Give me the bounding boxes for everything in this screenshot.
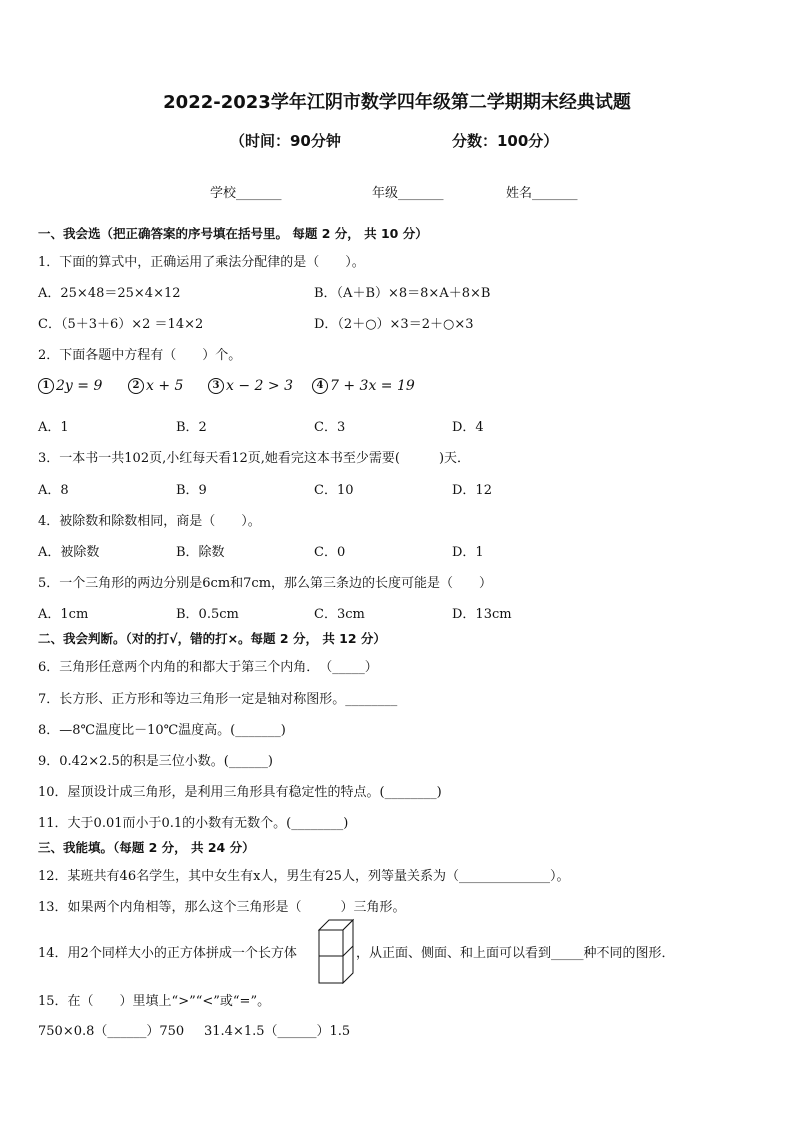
circled-number: 4 (312, 378, 328, 394)
question-15-stem: 15．在（ ）里填上“>”“<”或“=”。 (38, 994, 271, 1009)
question-5-option-d[interactable]: D．13cm (452, 607, 512, 622)
question-1-stem: 1．下面的算式中，正确运用了乘法分配律的是（ ）。 (38, 255, 365, 270)
question-1-option-c[interactable]: C．（5＋3＋6）×2 ＝14×2 (38, 317, 204, 332)
question-4-option-a[interactable]: A．被除数 (38, 545, 100, 560)
page-title: 2022-2023学年江阴市数学四年级第二学期期末经典试题 (163, 92, 631, 113)
circled-number: 1 (38, 378, 54, 394)
question-5-option-c[interactable]: C．3cm (314, 607, 365, 622)
question-2-stem: 2．下面各题中方程有（ ）个。 (38, 348, 242, 363)
exam-time: （时间：90分钟 (230, 132, 341, 150)
question-4-stem: 4．被除数和除数相同，商是（ ）。 (38, 514, 261, 529)
question-15-expr-1[interactable]: 750×0.8（______）750 (38, 1024, 185, 1039)
section-heading-fill: 三、我能填。（每题 2 分， 共 24 分） (38, 840, 255, 855)
question-2-option-c[interactable]: C．3 (314, 420, 346, 435)
question-5-option-a[interactable]: A．1cm (38, 607, 89, 622)
question-3-option-a[interactable]: A．8 (38, 483, 69, 498)
question-3-option-d[interactable]: D．12 (452, 483, 492, 498)
question-2-item-3: 3 x − 2 > 3 (208, 378, 293, 394)
question-3-option-b[interactable]: B．9 (176, 483, 207, 498)
question-10[interactable]: 10．屋顶设计成三角形，是利用三角形具有稳定性的特点。(________) (38, 785, 442, 800)
section-heading-choice: 一、我会选（把正确答案的序号填在括号里。 每题 2 分， 共 10 分） (38, 226, 428, 241)
question-5-option-b[interactable]: B．0.5cm (176, 607, 239, 622)
question-1-option-a[interactable]: A．25×48＝25×4×12 (38, 286, 181, 301)
circled-number: 3 (208, 378, 224, 394)
question-2-option-b[interactable]: B．2 (176, 420, 207, 435)
question-5-stem: 5．一个三角形的两边分别是6cm和7cm，那么第三条边的长度可能是（ ） (38, 576, 493, 591)
question-15-expr-2[interactable]: 31.4×1.5（______）1.5 (204, 1024, 351, 1039)
question-2-option-a[interactable]: A．1 (38, 420, 69, 435)
question-14-after[interactable]: ，从正面、侧面、和上面可以看到_____种不同的图形． (356, 946, 675, 961)
question-6[interactable]: 6．三角形任意两个内角的和都大于第三个内角． （_____） (38, 660, 378, 675)
question-7[interactable]: 7．长方形、正方形和等边三角形一定是轴对称图形。________ (38, 692, 398, 707)
question-14-before: 14．用2个同样大小的正方体拼成一个长方体 (38, 946, 297, 961)
question-11[interactable]: 11．大于0.01而小于0.1的小数有无数个。(________) (38, 816, 349, 831)
school-field[interactable]: 学校_______ (210, 186, 282, 201)
question-13[interactable]: 13．如果两个内角相等，那么这个三角形是（ ）三角形。 (38, 900, 406, 915)
cuboid-figure-icon (318, 918, 354, 984)
question-12[interactable]: 12．某班共有46名学生，其中女生有x人，男生有25人，列等量关系为（______________）。 (38, 869, 570, 884)
grade-field[interactable]: 年级_______ (372, 186, 444, 201)
question-8[interactable]: 8．—8℃温度比－10℃温度高。(_______) (38, 723, 286, 738)
circled-number: 2 (128, 378, 144, 394)
question-3-option-c[interactable]: C．10 (314, 483, 354, 498)
exam-score: 分数：100分） (452, 132, 559, 150)
question-2-item-1: 1 2y = 9 (38, 378, 102, 394)
name-field[interactable]: 姓名_______ (506, 186, 578, 201)
question-1-option-b[interactable]: B．（A＋B）×8＝8×A＋8×B (314, 286, 491, 301)
question-2-option-d[interactable]: D．4 (452, 420, 484, 435)
question-3-stem: 3．一本书一共102页,小红每天看12页,她看完这本书至少需要( )天． (38, 451, 471, 466)
question-9[interactable]: 9．0.42×2.5的积是三位小数。(______) (38, 754, 273, 769)
section-heading-judge: 二、我会判断。（对的打√，错的打×。每题 2 分， 共 12 分） (38, 631, 386, 646)
question-2-item-4: 4 7 + 3x = 19 (312, 378, 415, 394)
question-1-option-d[interactable]: D．（2＋○）×3＝2＋○×3 (314, 317, 474, 332)
question-4-option-c[interactable]: C．0 (314, 545, 346, 560)
question-2-item-2: 2 x + 5 (128, 378, 183, 394)
question-4-option-d[interactable]: D．1 (452, 545, 484, 560)
question-4-option-b[interactable]: B．除数 (176, 545, 225, 560)
